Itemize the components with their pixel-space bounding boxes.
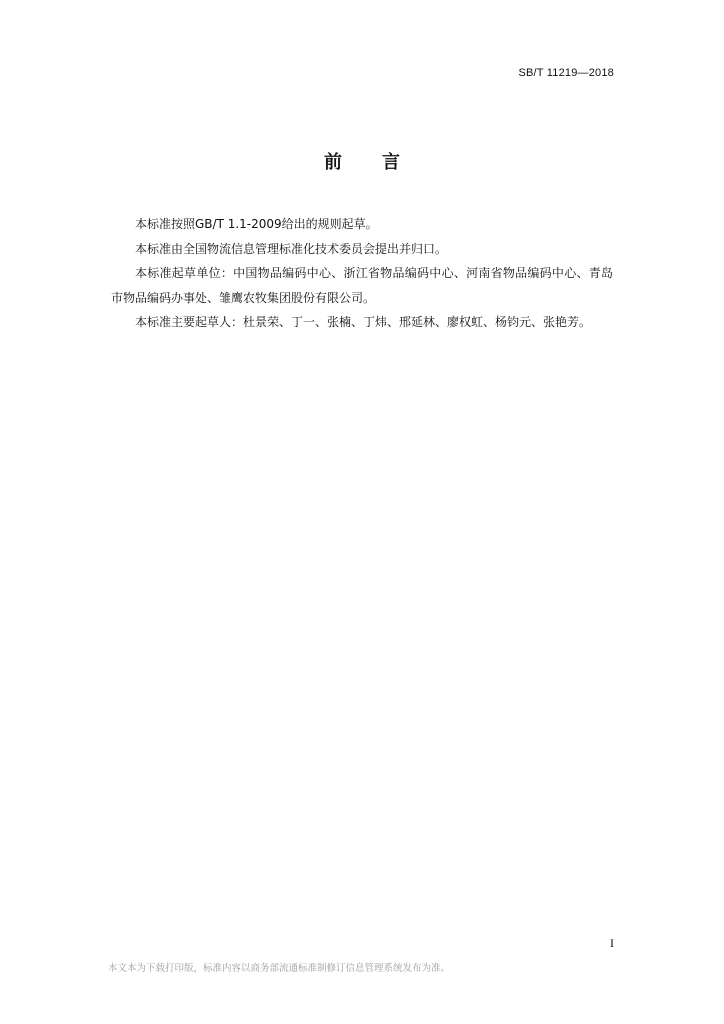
foreword-body xyxy=(111,212,613,335)
footer-note: 本文本为下载打印版，标准内容以商务部流通标准制修订信息管理系统发布为准。 xyxy=(108,963,451,974)
page-number: I xyxy=(610,936,614,950)
paragraph-drafters: 本标准主要起草人：杜景荣、丁一、张楠、丁炜、邢延林、廖权虹、杨钧元、张艳芳。 xyxy=(135,315,592,329)
paragraph-drafting-units: 本标准起草单位：中国物品编码中心、浙江省物品编码中心、河南省物品编码中心、青岛市物品编码办事处、雏鹰农牧集团股份有限公司。 xyxy=(111,266,613,305)
page-title: 前言 xyxy=(324,152,440,173)
standard-number: SB/T 11219—2018 xyxy=(518,67,614,79)
paragraph-proposer: 本标准由全国物流信息管理标准化技术委员会提出并归口。 xyxy=(135,241,448,256)
paragraph-drafting-rules: 本标准按照GB/T 1.1-2009给出的规则起草。 xyxy=(135,217,378,231)
